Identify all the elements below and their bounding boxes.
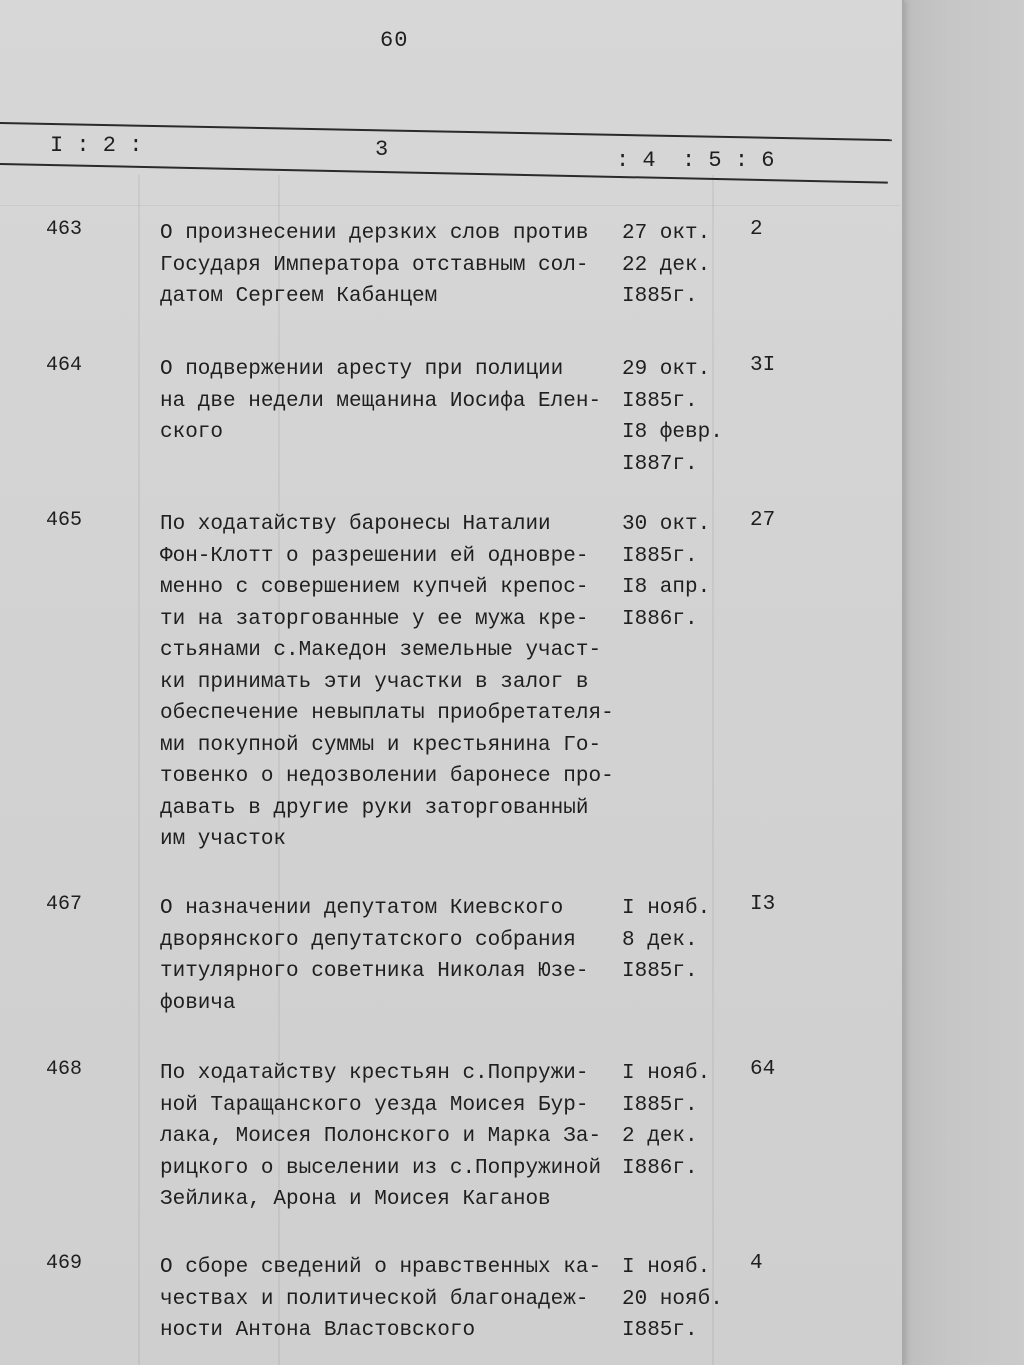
entry-sheet-count: 27 bbox=[750, 509, 776, 532]
desc-line: По ходатайству баронесы Наталии bbox=[160, 513, 551, 536]
date-line: 20 нояб. bbox=[622, 1287, 723, 1311]
page-number: 60 bbox=[380, 28, 409, 53]
underlying-sheet bbox=[900, 0, 1024, 1365]
entry-sheet-count: 3I bbox=[750, 354, 776, 377]
entry-sheet-count: 64 bbox=[750, 1058, 776, 1081]
entry-number: 467 bbox=[46, 893, 83, 916]
desc-line: ной Таращанского уезда Моисея Бур- bbox=[160, 1093, 589, 1117]
desc-line: стьянами с.Македон земельные участ- bbox=[160, 639, 602, 662]
date-line: I885г. bbox=[622, 285, 698, 308]
desc-line: О подвержении аресту при полиции bbox=[160, 358, 564, 381]
desc-line: О назначении депутатом Киевского bbox=[160, 897, 564, 920]
date-line: I8 апр. bbox=[622, 576, 711, 599]
desc-line: Зейлика, Арона и Моисея Каганов bbox=[160, 1188, 551, 1211]
date-line: I885г. bbox=[622, 544, 698, 568]
desc-line: дворянского депутатского собрания bbox=[160, 928, 576, 952]
desc-line: О сборе сведений о нравственных ка- bbox=[160, 1256, 602, 1279]
desc-line: титулярного советника Николая Юзе- bbox=[160, 960, 589, 983]
column-header-3: 3 bbox=[375, 137, 389, 162]
entry-dates bbox=[622, 1058, 710, 1184]
date-line: 30 окт. bbox=[622, 513, 711, 536]
date-line: I885г. bbox=[622, 389, 698, 413]
entry-number: 464 bbox=[46, 354, 83, 377]
date-line: 27 окт. bbox=[622, 222, 711, 245]
desc-line: давать в другие руки заторгованный bbox=[160, 796, 589, 820]
date-line: 2 дек. bbox=[622, 1125, 698, 1148]
desc-line: датом Сергеем Кабанцем bbox=[160, 285, 438, 308]
date-line: 8 дек. bbox=[622, 928, 698, 952]
entry-description bbox=[160, 354, 620, 449]
date-line: I нояб. bbox=[622, 1256, 711, 1279]
desc-line: фовича bbox=[160, 991, 236, 1015]
bleed-through-line bbox=[138, 175, 140, 1365]
column-header-1-2: I : 2 : bbox=[50, 133, 143, 158]
date-line: I нояб. bbox=[622, 897, 711, 920]
date-line: I886г. bbox=[622, 607, 698, 631]
entry-number: 469 bbox=[46, 1252, 83, 1275]
desc-line: лака, Моисея Полонского и Марка За- bbox=[160, 1125, 602, 1148]
entry-dates bbox=[622, 354, 723, 480]
desc-line: ки принимать эти участки в залог в bbox=[160, 670, 589, 694]
entry-description bbox=[160, 1252, 620, 1347]
desc-line: обеспечение невыплаты приобретателя- bbox=[160, 702, 614, 725]
desc-line: рицкого о выселении из с.Попружиной bbox=[160, 1156, 602, 1180]
desc-line: Фон-Клотт о разрешении ей одновре- bbox=[160, 544, 589, 568]
column-header-4-6: : 4 : 5 : 6 bbox=[616, 148, 775, 173]
desc-line: менно с совершением купчей крепос- bbox=[160, 576, 589, 599]
entry-description bbox=[160, 509, 620, 856]
desc-line: ности Антона Властовского bbox=[160, 1319, 476, 1342]
entry-number: 468 bbox=[46, 1058, 83, 1081]
entry-description bbox=[160, 1058, 620, 1216]
entry-description bbox=[160, 218, 620, 313]
entry-dates bbox=[622, 509, 710, 635]
date-line: I885г. bbox=[622, 960, 698, 983]
entry-sheet-count: 4 bbox=[750, 1252, 763, 1275]
desc-line: товенко о недозволении баронесе про- bbox=[160, 765, 614, 788]
desc-line: на две недели мещанина Иосифа Елен- bbox=[160, 389, 602, 413]
entry-dates bbox=[622, 893, 710, 988]
desc-line: О произнесении дерзких слов против bbox=[160, 222, 589, 245]
desc-line: ского bbox=[160, 421, 224, 444]
entry-dates bbox=[622, 218, 710, 313]
desc-line: По ходатайству крестьян с.Попружи- bbox=[160, 1062, 589, 1085]
entry-description bbox=[160, 893, 620, 1019]
date-line: 22 дек. bbox=[622, 253, 711, 277]
date-line: I нояб. bbox=[622, 1062, 711, 1085]
date-line: I885г. bbox=[622, 1093, 698, 1117]
date-line: I887г. bbox=[622, 452, 698, 476]
entry-number: 465 bbox=[46, 509, 83, 532]
date-line: I8 февр. bbox=[622, 421, 723, 444]
entry-dates bbox=[622, 1252, 723, 1347]
entry-sheet-count: I3 bbox=[750, 893, 776, 916]
date-line: I886г. bbox=[622, 1156, 698, 1180]
date-line: I885г. bbox=[622, 1319, 698, 1342]
entry-number: 463 bbox=[46, 218, 83, 241]
bleed-through-line bbox=[0, 205, 900, 206]
entry-sheet-count: 2 bbox=[750, 218, 763, 241]
desc-line: ми покупной суммы и крестьянина Го- bbox=[160, 733, 602, 757]
desc-line: ти на заторгованные у ее мужа кре- bbox=[160, 607, 589, 631]
desc-line: Государя Императора отставным сол- bbox=[160, 253, 589, 277]
date-line: 29 окт. bbox=[622, 358, 711, 381]
desc-line: им участок bbox=[160, 828, 287, 851]
desc-line: чествах и политической благонадеж- bbox=[160, 1287, 589, 1311]
